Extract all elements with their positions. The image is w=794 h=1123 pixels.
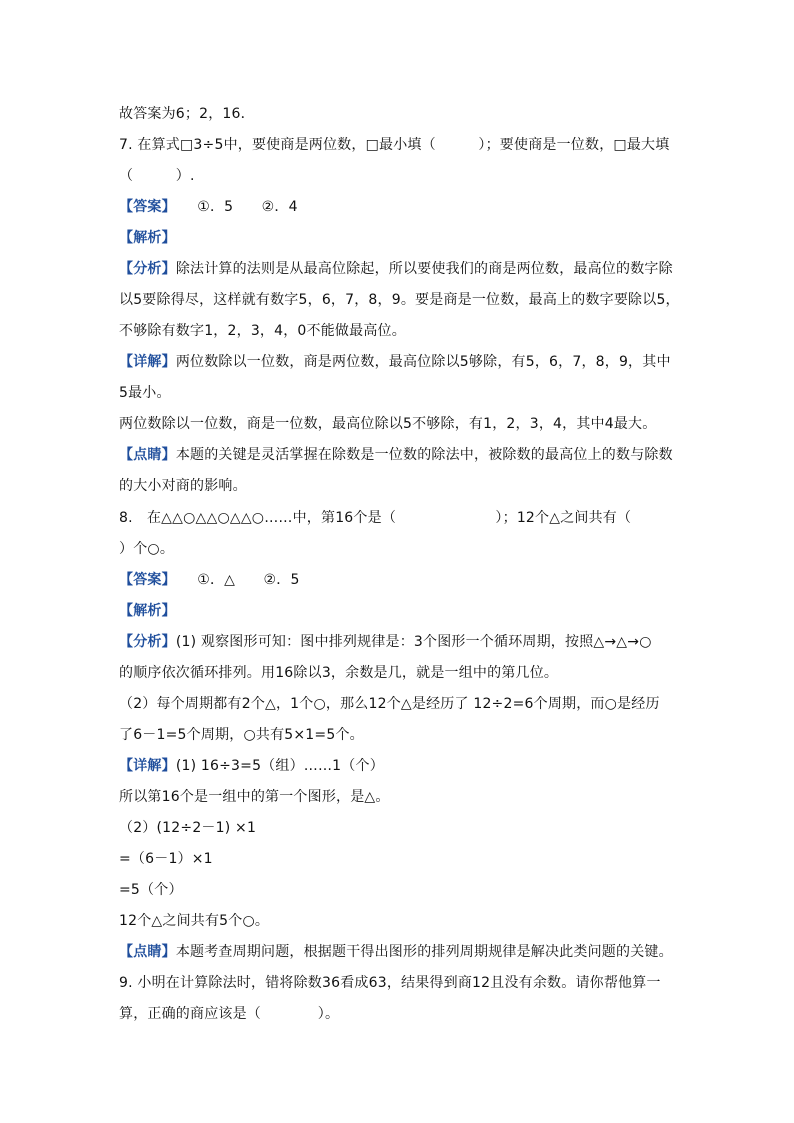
text-line: （2）(12÷2－1) ×1	[119, 820, 257, 836]
answer-label	[119, 570, 300, 590]
text-line	[119, 756, 384, 776]
text-line: 以5要除得尽，这样就有数字5，6，7，8，9。要是商是一位数，最高上的数字要除以5，	[119, 292, 680, 308]
question-8: 8. 在△△○△△○△△○……中，第16个是（ ）；12个△之间共有（	[119, 510, 632, 526]
section-tag: 【详解】	[119, 758, 176, 774]
text-line: 的顺序依次循环排列。用16除以3，余数是几，就是一组中的第几位。	[119, 665, 559, 681]
answer-label	[119, 197, 298, 217]
section-text: (1) 观察图形可知：图中排列规律是：3个图形一个循环周期，按照△→△→○	[175, 634, 652, 650]
text-line: 12个△之间共有5个○。	[119, 913, 270, 929]
section-tag: 【解析】	[119, 230, 176, 246]
text-line: 两位数除以一位数，商是一位数，最高位除以5不够除，有1，2，3，4，其中4最大。	[119, 416, 657, 432]
text-line: 算，正确的商应该是（ ）。	[119, 1006, 340, 1022]
analysis-label	[119, 601, 176, 621]
section-text: 本题的关键是灵活掌握在除数是一位数的除法中，被除数的最高位上的数与除数	[175, 447, 673, 463]
analysis-label	[119, 228, 176, 248]
text-line: 5最小。	[119, 385, 171, 401]
text-line: =5（个）	[119, 882, 183, 898]
text-line: 的大小对商的影响。	[119, 478, 247, 494]
question-7: 7. 在算式□3÷5中，要使商是两位数，□最小填（ ）；要使商是一位数，□最大填	[119, 137, 670, 153]
section-tag: 【解析】	[119, 603, 176, 619]
text-line	[119, 632, 652, 652]
section-tag: 【详解】	[119, 354, 176, 370]
section-text: 除法计算的法则是从最高位除起，所以要使我们的商是两位数，最高位的数字除	[175, 261, 673, 277]
text-line: 所以第16个是一组中的第一个图形，是△。	[119, 789, 390, 805]
text-line	[119, 259, 673, 279]
question-9: 9. 小明在计算除法时，错将除数36看成63，结果得到商12且没有余数。请你帮他算一	[119, 975, 661, 991]
section-tag: 【答案】	[119, 572, 169, 588]
section-text: (1) 16÷3=5（组）……1（个）	[175, 758, 384, 774]
text-line: =（6－1）×1	[119, 851, 213, 867]
section-tag: 【点睛】	[119, 447, 176, 463]
section-text: 本题考查周期问题，根据题干得出图形的排列周期规律是解决此类问题的关键。	[175, 944, 673, 960]
text-line	[119, 942, 673, 962]
text-line: 故答案为6；2，16．	[119, 106, 255, 122]
text-line: 了6－1=5个周期，○共有5×1=5个。	[119, 727, 364, 743]
section-text: 两位数除以一位数，商是两位数，最高位除以5够除，有5，6，7，8，9，其中	[175, 354, 671, 370]
section-text: ①．△ ②．5	[168, 572, 300, 588]
text-line	[119, 352, 671, 372]
text-line: （2）每个周期都有2个△，1个○，那么12个△是经历了 12÷2=6个周期，而○是经历	[119, 696, 660, 712]
section-text: ①．5 ②．4	[168, 199, 298, 215]
text-line: （ ）.	[119, 168, 195, 184]
section-tag: 【分析】	[119, 634, 176, 650]
section-tag: 【点睛】	[119, 944, 176, 960]
text-line: 不够除有数字1，2，3，4，0不能做最高位。	[119, 323, 406, 339]
section-tag: 【分析】	[119, 261, 176, 277]
text-line: ）个○。	[119, 541, 175, 557]
section-tag: 【答案】	[119, 199, 169, 215]
text-line	[119, 445, 673, 465]
